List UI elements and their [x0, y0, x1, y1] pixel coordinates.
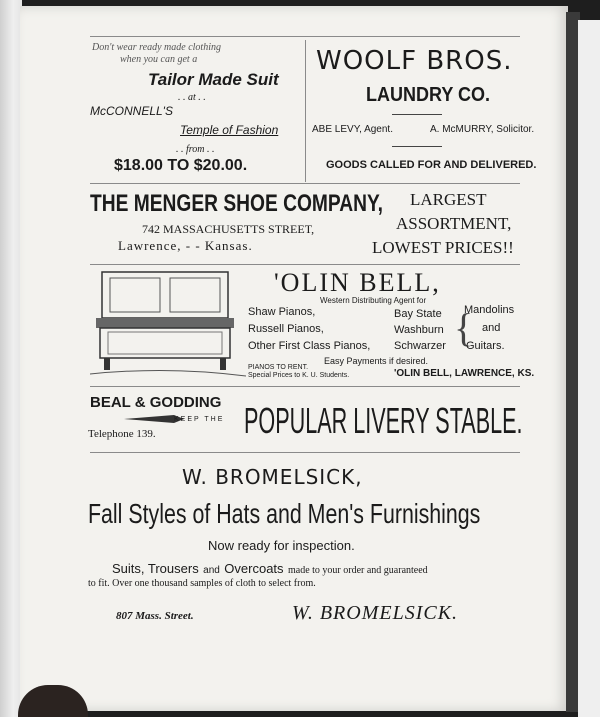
bell-students: Special Prices to K. U. Students. [248, 372, 350, 379]
brace-icon: { [454, 305, 474, 350]
tailor-line1: Don't wear ready made clothing [92, 42, 221, 53]
bell-col3-0: Mandolins [464, 304, 515, 316]
shoe-slogan1: LARGEST [410, 190, 487, 209]
shoe-slogan2: ASSORTMENT, [396, 214, 512, 233]
livery-keep: KEEP THE [174, 416, 225, 423]
bell-col2-1: Washburn [394, 324, 444, 336]
top-rule [90, 36, 520, 37]
bell-address: 'OLIN BELL, LAWRENCE, KS. [394, 368, 535, 379]
laundry-service: GOODS CALLED FOR AND DELIVERED. [326, 159, 537, 171]
tailor-temple: Temple of Fashion [180, 123, 279, 137]
bell-name: 'OLIN BELL, [274, 268, 441, 297]
rule-3 [90, 264, 520, 265]
top-divider [305, 40, 306, 182]
bromelsick-street: 807 Mass. Street. [116, 610, 194, 622]
livery-name: BEAL & GODDING [90, 394, 222, 411]
laundry-rule2 [392, 146, 442, 147]
shoe-address: 742 MASSACHUSETTS STREET, [142, 222, 315, 236]
laundry-agent: ABE LEVY, Agent. [312, 124, 393, 135]
advertisement-page [20, 6, 568, 711]
rule-5 [90, 452, 520, 453]
laundry-solicitor: A. McMURRY, Solicitor. [430, 124, 535, 135]
rule-4 [90, 386, 520, 387]
bell-col2-2: Schwarzer [394, 340, 446, 352]
livery-headline: POPULAR LIVERY STABLE. [244, 400, 523, 441]
line1-b: and [203, 565, 220, 576]
tailor-from: . . from . . [176, 144, 215, 155]
shoe-name: THE MENGER SHOE COMPANY, [90, 190, 384, 217]
piano-illustration [90, 266, 246, 378]
tailor-headline: Tailor Made Suit [148, 70, 279, 89]
line1-a: Suits, Trousers [112, 561, 199, 576]
tailor-price: $18.00 TO $20.00. [114, 157, 248, 174]
bell-subtitle: Western Distributing Agent for [320, 296, 427, 305]
rule-2 [90, 183, 520, 184]
bromelsick-line1 [112, 560, 428, 578]
bell-col2-0: Bay State [394, 308, 442, 320]
bell-col1-2: Other First Class Pianos, [248, 340, 371, 352]
bromelsick-headline: Fall Styles of Hats and Men's Furnishings [88, 498, 481, 529]
right-margin [578, 20, 600, 717]
bell-col1-0: Shaw Pianos, [248, 306, 316, 318]
bromelsick-signature: W. BROMELSICK. [292, 602, 459, 624]
laundry-sub: LAUNDRY CO. [366, 84, 491, 106]
bell-payments: Easy Payments if desired. [324, 356, 429, 366]
line1-c: Overcoats [224, 561, 284, 576]
bromelsick-ready: Now ready for inspection. [208, 538, 355, 553]
bell-rent: PIANOS TO RENT. [248, 364, 309, 371]
tailor-line2: when you can get a [120, 54, 198, 65]
shoe-city: Lawrence, - - Kansas. [118, 238, 253, 253]
bromelsick-name: W. BROMELSICK, [182, 465, 363, 489]
shoe-slogan3: LOWEST PRICES!! [372, 238, 514, 257]
bromelsick-line2: to fit. Over one thousand samples of cloth to select from. [88, 578, 316, 589]
laundry-rule [392, 114, 442, 115]
livery-phone: Telephone 139. [88, 428, 156, 440]
tailor-at: . . at . . [178, 92, 206, 103]
bell-col3-1: and [482, 322, 501, 334]
laundry-name: WOOLF BROS. [316, 46, 513, 76]
tailor-name: McCONNELL'S [90, 104, 173, 118]
bell-col3-2: Guitars. [466, 340, 505, 352]
bell-col1-1: Russell Pianos, [248, 323, 324, 335]
line1-d: made to your order and guaranteed [288, 565, 428, 576]
book-spine [0, 0, 22, 717]
